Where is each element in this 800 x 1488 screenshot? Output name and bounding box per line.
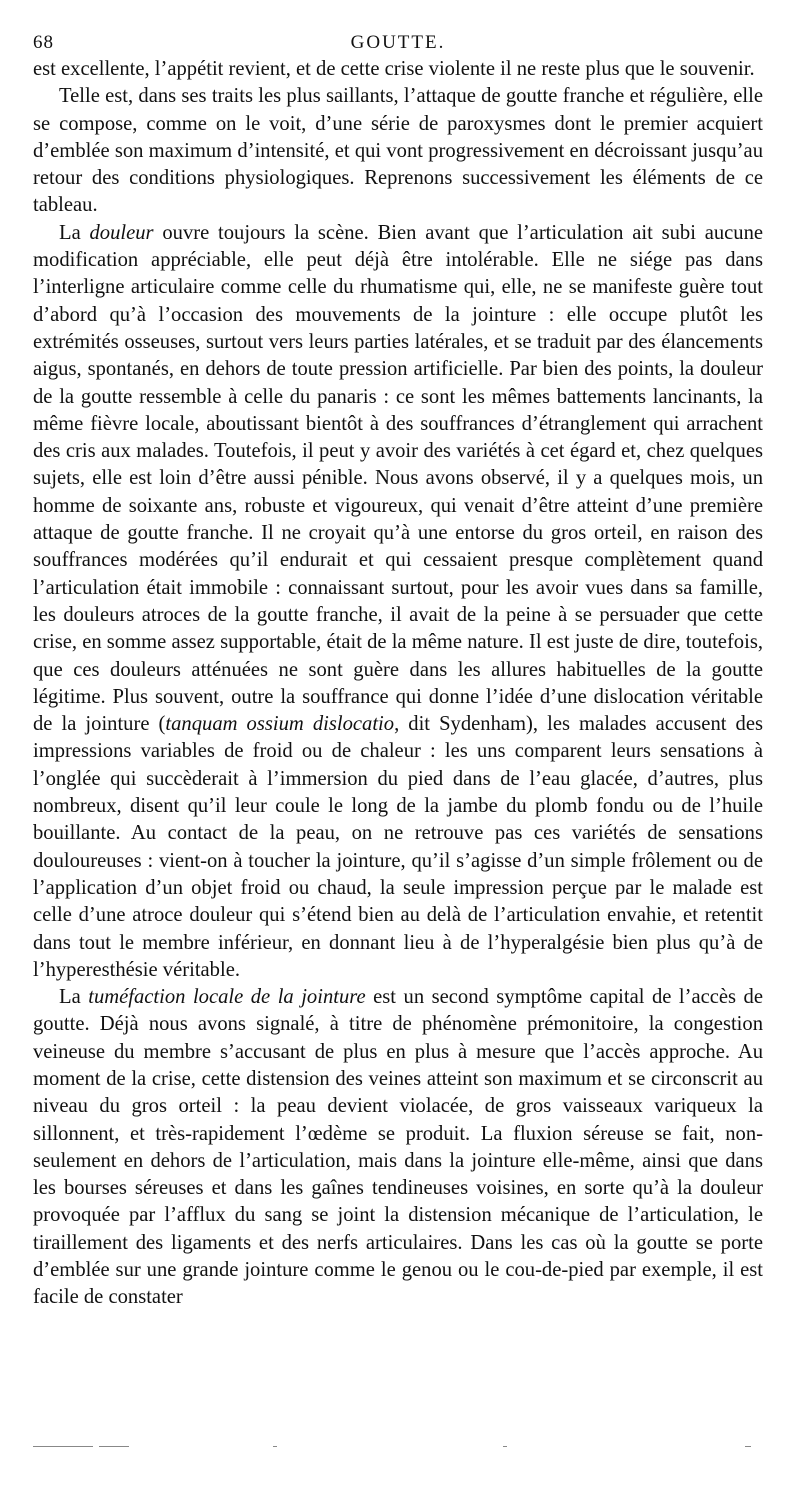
paragraph-text: est un second symptôme capital de l’accès de goutte. Déjà nous avons signalé, à titre de phénomène prémonitoire, la congestion veineuse du membre s’accusant de plus en plus à mesure que l’accès approche. Au moment de la crise, cette distension des veines atteint son maximum et se circonscrit au niveau du gros orteil : la peau devient violacée, de gros vaisseaux variqueux la sillonnent, et très-rapidement l’œdème se produit. La fluxion séreuse se fait, non-seulement en dehors de l’articulation, mais dans la jointure elle-même, ainsi que dans les bourses séreuses et dans les gaînes tendineuses voisines, en sorte qu’à la douleur provoquée par l’afflux du sang se joint la distension mécanique de l’articulation, le tiraillement des ligaments et des nerfs articulaires. Dans les cas où la goutte se porte d’emblée sur une grande jointure comme le genou ou le cou-de-pied par exemple, il est facile de constater <box>33 986 763 1309</box>
page-number: 68 <box>33 32 54 53</box>
paragraph <box>33 83 763 219</box>
printer-mark <box>503 1446 507 1447</box>
paragraph-tumefaction <box>33 984 763 1312</box>
printer-mark <box>273 1446 277 1447</box>
paragraph-text: Telle est, dans ses traits les plus saillants, l’attaque de goutte franche et régulière, elle se compose, comme on le voit, d’une série de paroxysmes dont le premier acquiert d’emblée son maximum d’intensité, et qui vont progressivement en décroissant jusqu’au retour des conditions physiologiques. Reprenons successivement les éléments de ce tableau. <box>33 85 763 217</box>
paragraph-text: , dit Sydenham), les malades accusent des impressions variables de froid ou de chaleur : les uns comparent leurs sensations à l’onglée qui succèderait à l’immersion du pied dans de l’eau glacée, d’autres, plus nombreux, disent qu’il leur coule le long de la jambe du plomb fondu ou de l’huile bouillante. Au contact de la peau, on ne retrouve pas ces variétés de sensations douloureuses : vient-on à toucher la jointure, qu’il s’agisse d’un simple frôlement ou de l’application d’un objet froid ou chaud, la seule impression perçue par le malade est celle d’une atroce douleur qui s’étend bien au delà de l’articulation envahie, et retentit dans tout le membre inférieur, en donnant lieu à de l’hyperalgésie bien plus qu’à de l’hyperesthésie véritable. <box>33 713 763 981</box>
paragraph-text: est excellente, l’appétit revient, et de cette crise violente il ne reste plus que le souvenir. <box>33 58 755 80</box>
printer-mark <box>745 1446 751 1447</box>
printer-mark <box>99 1446 129 1447</box>
italic-term: douleur <box>89 221 154 244</box>
paragraph-douleur <box>33 220 763 984</box>
running-title: GOUTTE. <box>350 32 446 53</box>
paragraph-lead: La <box>59 221 90 244</box>
footer-printing-marks <box>33 1446 763 1450</box>
paragraph-lead: La <box>59 986 89 1009</box>
paragraph-text: ouvre toujours la scène. Bien avant que l’articulation ait subi aucune modification appréciable, elle peut déjà être intolérable. Elle ne siége pas dans l’interligne articulaire comme celle du rhumatisme qui, elle, ne se manifeste guère tout d’abord qu’à l’occasion des mouvements de la jointure : elle occupe plutôt les extrémités osseuses, surtout vers leurs parties latérales, et se traduit par des élancements aigus, spontanés, en dehors de toute pression artificielle. Par bien des points, la douleur de la goutte ressemble à celle du panaris : ce sont les mêmes battements lancinants, la même fièvre locale, aboutissant bientôt à des souffrances d’étranglement qui arrachent des cris aux malades. Toutefois, il peut y avoir des variétés à cet égard et, chez quelques sujets, elle est loin d’être aussi pénible. Nous avons observé, il y a quelques mois, un homme de soixante ans, robuste et vigoureux, qui venait d’être atteint d’une première attaque de goutte franche. Il ne croyait qu’à une entorse du gros orteil, en raison des souffrances modérées qu’il endurait et qui cessaient presque complètement quand l’articulation était immobile : connaissant surtout, pour les avoir vues dans sa famille, les douleurs atroces de la goutte franche, il avait de la peine à se persuader que cette crise, en somme assez supportable, était de la même nature. Il est juste de dire, toutefois, que ces douleurs atténuées ne sont guère dans les allures habituelles de la goutte légitime. Plus souvent, outre la souffrance qui donne l’idée d’une dislocation véritable de la jointure ( <box>33 221 764 736</box>
paragraph-continuation <box>33 56 763 83</box>
running-header <box>33 26 763 56</box>
latin-quotation: tanquam ossium dislocatio <box>165 713 395 736</box>
page-body <box>33 56 763 1312</box>
italic-term: tuméfaction locale de la jointure <box>88 986 366 1009</box>
printer-mark <box>33 1446 93 1447</box>
book-page <box>33 26 763 1312</box>
